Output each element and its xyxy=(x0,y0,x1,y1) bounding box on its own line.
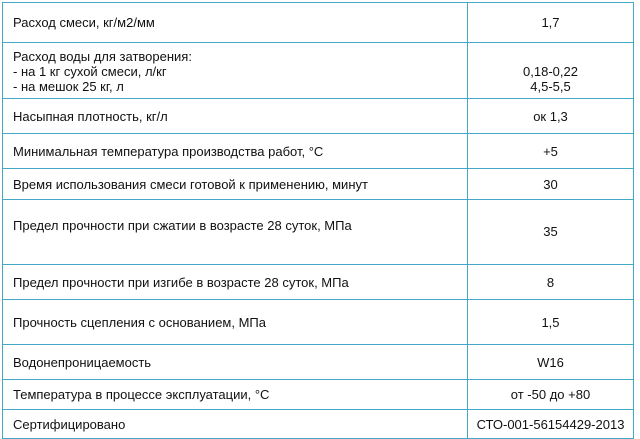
property-name xyxy=(3,300,468,345)
specification-table xyxy=(2,2,634,439)
property-name xyxy=(3,134,468,169)
table-row xyxy=(3,200,634,265)
table-row xyxy=(3,345,634,380)
property-name-line: Сертифицировано xyxy=(13,416,126,432)
property-name xyxy=(3,99,468,134)
property-value-line: 35 xyxy=(543,224,558,239)
property-value xyxy=(468,169,634,200)
property-value xyxy=(468,300,634,345)
property-value xyxy=(468,410,634,439)
property-name-line: Расход смеси, кг/м2/мм xyxy=(13,15,155,30)
property-value-line: 4,5-5,5 xyxy=(530,79,571,94)
property-value xyxy=(468,134,634,169)
property-value-line: 30 xyxy=(543,176,558,192)
property-value xyxy=(468,265,634,300)
property-name-line: - на 1 кг сухой смеси, л/кг xyxy=(13,64,167,79)
property-name-line: Минимальная температура производства работ, °С xyxy=(13,143,324,159)
property-name-line: Температура в процессе эксплуатации, °С xyxy=(13,387,270,402)
property-name-line: Предел прочности при сжатии в возрасте 28 суток, МПа xyxy=(13,218,352,233)
property-value xyxy=(468,3,634,43)
property-name-line: Прочность сцепления с основанием, МПа xyxy=(13,314,266,330)
property-name xyxy=(3,43,468,99)
property-name-line: Насыпная плотность, кг/л xyxy=(13,108,168,124)
property-value-line: от -50 до +80 xyxy=(510,387,591,402)
table-row xyxy=(3,99,634,134)
property-value xyxy=(468,43,634,99)
table-row xyxy=(3,265,634,300)
property-name xyxy=(3,169,468,200)
property-name xyxy=(3,200,468,265)
property-value-line: 0,18-0,22 xyxy=(523,64,578,79)
property-name-line: - на мешок 25 кг, л xyxy=(13,79,124,94)
property-value-line: 8 xyxy=(546,274,555,290)
property-name xyxy=(3,410,468,439)
property-name-line: Время использования смеси готовой к применению, минут xyxy=(13,176,368,192)
property-value xyxy=(468,99,634,134)
property-name-line: Предел прочности при изгибе в возрасте 28 суток, МПа xyxy=(13,274,349,290)
property-value xyxy=(468,200,634,265)
table-row xyxy=(3,134,634,169)
property-name-line: Расход воды для затворения: xyxy=(13,49,192,64)
table-row xyxy=(3,300,634,345)
property-value-line: W16 xyxy=(537,354,564,370)
property-value-line: СТО-001-56154429-2013 xyxy=(476,416,625,432)
property-value-line: 1,7 xyxy=(541,15,560,30)
property-name xyxy=(3,3,468,43)
table-row xyxy=(3,43,634,99)
property-value xyxy=(468,380,634,410)
table-row xyxy=(3,410,634,439)
property-value-line: +5 xyxy=(543,143,558,159)
property-value xyxy=(468,345,634,380)
table-row xyxy=(3,380,634,410)
property-name xyxy=(3,345,468,380)
property-value-line: ок 1,3 xyxy=(533,108,568,124)
property-name xyxy=(3,380,468,410)
table-row xyxy=(3,169,634,200)
property-name xyxy=(3,265,468,300)
property-value-line: 1,5 xyxy=(541,314,560,330)
table-row xyxy=(3,3,634,43)
property-name-line: Водонепроницаемость xyxy=(13,354,152,370)
